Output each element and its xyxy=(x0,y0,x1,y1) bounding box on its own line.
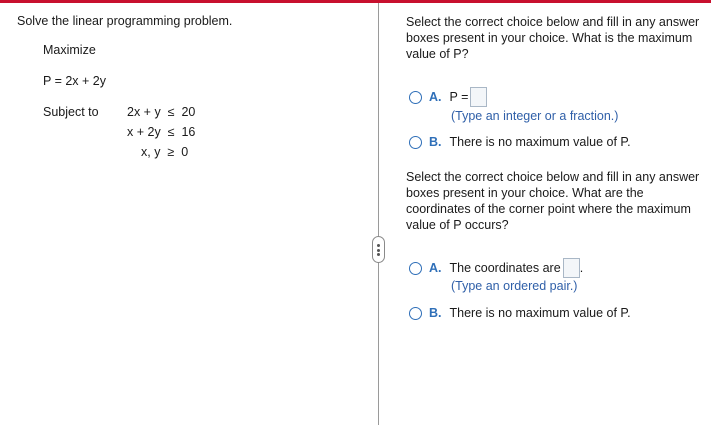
part2-choice-a[interactable] xyxy=(409,258,583,278)
choice-letter: B. xyxy=(429,135,442,149)
sentence-period: . xyxy=(579,261,584,275)
radio-button[interactable] xyxy=(409,262,422,275)
problem-pane xyxy=(0,3,378,425)
constraint-3: x, y ≥ 0 xyxy=(141,145,189,159)
objective-keyword: Maximize xyxy=(43,43,96,57)
part2-choice-b[interactable] xyxy=(409,306,631,320)
radio-button[interactable] xyxy=(409,307,422,320)
choice-letter: A. xyxy=(429,261,442,275)
choice-letter: B. xyxy=(429,306,442,320)
radio-button[interactable] xyxy=(409,91,422,104)
radio-button[interactable] xyxy=(409,136,422,149)
pane-divider xyxy=(378,3,379,425)
grip-dots-icon xyxy=(377,244,380,256)
choice-label: There is no maximum value of P. xyxy=(449,135,631,149)
part2-hint: (Type an ordered pair.) xyxy=(451,279,578,293)
part1-hint: (Type an integer or a fraction.) xyxy=(451,109,619,123)
part1-choice-a[interactable] xyxy=(409,87,487,107)
part2-prompt: Select the correct choice below and fill in any answer boxes present in your choice. What are the coordinates of the corner point where the maximum value of P occurs? xyxy=(406,170,700,232)
answer-input-box[interactable] xyxy=(563,258,580,278)
objective-function: P = 2x + 2y xyxy=(43,74,107,88)
question-title: Solve the linear programming problem. xyxy=(17,14,233,28)
answer-input-box[interactable] xyxy=(470,87,487,107)
choice-label: The coordinates are xyxy=(449,261,561,275)
constraint-2: x + 2y ≤ 16 xyxy=(127,125,196,139)
choice-label: There is no maximum value of P. xyxy=(449,306,631,320)
subject-to-label: Subject to xyxy=(43,105,99,119)
choice-label: P = xyxy=(449,90,469,104)
part1-prompt: Select the correct choice below and fill in any answer boxes present in your choice. What is the maximum value of P? xyxy=(406,15,700,61)
choice-letter: A. xyxy=(429,90,442,104)
constraint-1: 2x + y ≤ 20 xyxy=(127,105,196,119)
part1-choice-b[interactable] xyxy=(409,135,631,149)
answer-pane xyxy=(381,3,711,425)
